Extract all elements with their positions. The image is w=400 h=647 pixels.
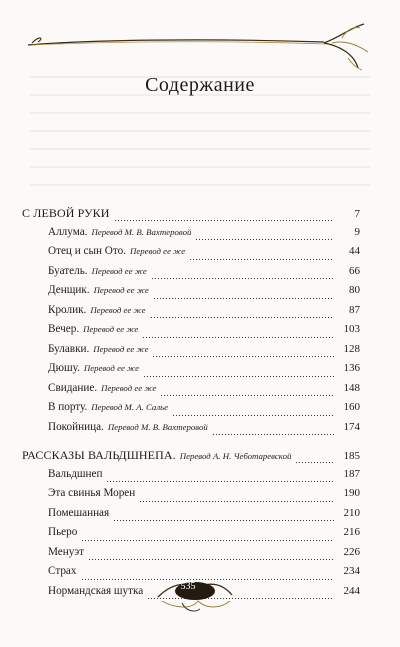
toc-entry-title: Дюшу. <box>48 362 80 374</box>
toc-entry-translator: Перевод М. В. Вахтеровой <box>107 421 208 432</box>
toc-page-number: 87 <box>349 303 360 316</box>
toc-page-number: 148 <box>343 381 360 394</box>
page-title: Содержание <box>145 74 255 96</box>
dot-leader <box>295 462 334 463</box>
toc-page-number: 210 <box>343 506 360 519</box>
dot-leader <box>160 395 334 396</box>
toc-entry-row <box>22 265 360 285</box>
toc-entry-title: Покойница. <box>48 420 104 433</box>
flourish-ornament-top <box>24 18 374 74</box>
toc-entry-title: Буатель. <box>48 264 88 277</box>
toc-entry-title: РАССКАЗЫ ВАЛЬДШНЕПА. <box>22 448 176 462</box>
dot-leader <box>88 559 334 560</box>
toc-page-number: 187 <box>343 467 360 480</box>
toc-entry-translator: Перевод ее же <box>93 285 149 295</box>
dot-leader <box>81 540 334 541</box>
dot-leader <box>150 317 335 318</box>
toc-entry-translator: Перевод ее же <box>83 324 139 334</box>
dot-leader <box>143 376 334 377</box>
toc-entry-row <box>22 226 360 246</box>
dot-leader <box>113 520 334 521</box>
toc-entry-title: Менуэт <box>48 545 85 558</box>
dot-leader <box>106 481 334 482</box>
toc-entry-translator: Перевод ее же <box>91 265 147 276</box>
page-number: 535 <box>180 581 196 592</box>
toc-page-number: 44 <box>349 245 360 257</box>
toc-entry-title: Нормандская шутка <box>48 584 144 597</box>
toc-entry-title: Страх <box>48 565 77 577</box>
toc-page-number: 136 <box>343 362 360 374</box>
toc-entry-title: Пьеро <box>48 526 78 538</box>
dot-leader <box>139 501 334 502</box>
toc-page-number: 174 <box>343 420 360 433</box>
toc-entry-row <box>22 421 360 441</box>
toc-page-number: 190 <box>343 487 360 499</box>
dot-leader <box>151 278 334 279</box>
toc-entry-row <box>22 526 360 546</box>
toc-page-number: 185 <box>343 450 360 462</box>
toc-page-number: 128 <box>343 342 360 355</box>
toc-entry-title: Кролик. <box>48 303 87 316</box>
toc-entry-row <box>22 245 360 265</box>
toc-entry-title: Отец и сын Ото. <box>48 245 126 257</box>
toc-entry-title: Вальдшнеп <box>48 467 103 480</box>
toc-entry-row <box>22 362 360 382</box>
dot-leader <box>152 356 334 357</box>
toc-entry-title: Помешанная <box>48 506 110 519</box>
toc-entry-title: Свидание. <box>48 381 98 394</box>
toc-entry-translator: Перевод ее же <box>93 343 149 354</box>
dot-leader <box>172 415 334 416</box>
dot-leader <box>142 337 334 338</box>
toc-entry-title: С ЛЕВОЙ РУКИ <box>22 206 110 220</box>
toc-entry-translator: Перевод А. Н. Чеботаревской <box>179 451 292 461</box>
dot-leader <box>153 298 334 299</box>
toc-entry-row <box>22 401 360 421</box>
toc-entry-row <box>22 382 360 402</box>
toc-entry-title: Вечер. <box>48 323 80 335</box>
toc-page-number: 234 <box>343 565 360 577</box>
toc-entry-translator: Перевод ее же <box>129 246 186 256</box>
toc-page-number: 66 <box>349 264 360 277</box>
toc-entry-title: В порту. <box>48 401 88 413</box>
toc-entry-row <box>22 487 360 507</box>
toc-entry-translator: Перевод ее же <box>83 363 140 373</box>
toc-page-number: 80 <box>349 284 360 296</box>
toc-entry-translator: Перевод М. В. Вахтеровой <box>91 226 192 237</box>
toc-page-number: 103 <box>343 323 360 335</box>
toc-page-number: 7 <box>354 208 360 220</box>
toc-entry-row <box>22 343 360 363</box>
toc-entry-row <box>22 468 360 488</box>
toc-entry-row <box>22 284 360 304</box>
toc-entry-title: Булавки. <box>48 342 90 355</box>
toc-section-row <box>22 448 360 468</box>
dot-leader <box>114 220 334 221</box>
toc-entry-translator: Перевод М. А. Салье <box>91 402 169 412</box>
dot-leader <box>212 434 334 435</box>
toc-page-number: 160 <box>343 401 360 413</box>
toc-entry-title: Аллума. <box>48 225 88 238</box>
toc-entry-translator: Перевод ее же <box>101 382 157 393</box>
dot-leader <box>189 259 334 260</box>
toc-entry-row <box>22 304 360 324</box>
section-gap <box>22 440 360 448</box>
toc-page-number: 9 <box>354 225 360 238</box>
toc-section-row <box>22 206 360 226</box>
toc-entry-row <box>22 507 360 527</box>
toc-entry-row <box>22 546 360 566</box>
toc-page-number: 216 <box>343 526 360 538</box>
toc-entry-title: Денщик. <box>48 284 90 296</box>
dot-leader <box>195 239 334 240</box>
toc-entry-title: Эта свинья Морен <box>48 487 136 499</box>
toc-entry-row <box>22 323 360 343</box>
toc-entry-translator: Перевод ее же <box>90 304 146 315</box>
toc-page-number: 226 <box>343 545 360 558</box>
table-of-contents <box>22 206 360 604</box>
toc-page-number: 244 <box>343 584 360 597</box>
